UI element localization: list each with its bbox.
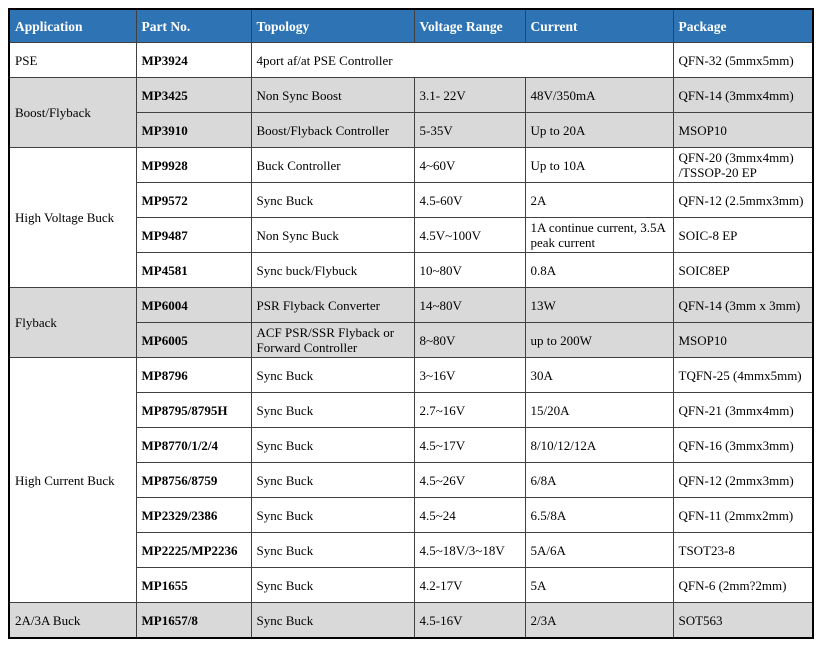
cell-part-no: MP8756/8759 <box>136 463 251 498</box>
cell-package: SOT563 <box>673 603 813 639</box>
table-row <box>9 78 813 113</box>
cell-part-no: MP3425 <box>136 78 251 113</box>
cell-package: SOIC8EP <box>673 253 813 288</box>
table-row <box>9 288 813 323</box>
cell-current: 0.8A <box>525 253 673 288</box>
cell-package: QFN-16 (3mmx3mm) <box>673 428 813 463</box>
cell-package: MSOP10 <box>673 113 813 148</box>
cell-part-no: MP3910 <box>136 113 251 148</box>
cell-topology: Sync Buck <box>251 603 414 639</box>
cell-application: PSE <box>9 43 136 78</box>
cell-application: High Current Buck <box>9 358 136 603</box>
cell-package: MSOP10 <box>673 323 813 358</box>
cell-voltage-range: 3~16V <box>414 358 525 393</box>
cell-package: QFN-12 (2mmx3mm) <box>673 463 813 498</box>
cell-application: 2A/3A Buck <box>9 603 136 639</box>
table-row <box>9 148 813 183</box>
cell-part-no: MP4581 <box>136 253 251 288</box>
cell-package: SOIC-8 EP <box>673 218 813 253</box>
cell-part-no: MP1657/8 <box>136 603 251 639</box>
cell-part-no: MP9928 <box>136 148 251 183</box>
table-header-row <box>9 9 813 43</box>
cell-topology: Non Sync Boost <box>251 78 414 113</box>
header-voltage-range: Voltage Range <box>414 9 525 43</box>
cell-voltage-range: 10~80V <box>414 253 525 288</box>
cell-package: TSOT23-8 <box>673 533 813 568</box>
cell-voltage-range: 8~80V <box>414 323 525 358</box>
cell-package: QFN-20 (3mmx4mm) /TSSOP-20 EP <box>673 148 813 183</box>
cell-topology: PSR Flyback Converter <box>251 288 414 323</box>
cell-voltage-range: 5-35V <box>414 113 525 148</box>
cell-part-no: MP2225/MP2236 <box>136 533 251 568</box>
table-row <box>9 43 813 78</box>
cell-part-no: MP9572 <box>136 183 251 218</box>
cell-topology: Buck Controller <box>251 148 414 183</box>
cell-topology: Non Sync Buck <box>251 218 414 253</box>
cell-topology: Sync Buck <box>251 533 414 568</box>
cell-part-no: MP8795/8795H <box>136 393 251 428</box>
cell-part-no: MP9487 <box>136 218 251 253</box>
cell-topology: Sync Buck <box>251 568 414 603</box>
cell-voltage-range: 4.5-60V <box>414 183 525 218</box>
cell-topology: Sync Buck <box>251 463 414 498</box>
cell-part-no: MP8770/1/2/4 <box>136 428 251 463</box>
cell-voltage-range: 3.1- 22V <box>414 78 525 113</box>
cell-package: QFN-6 (2mm?2mm) <box>673 568 813 603</box>
cell-current: 13W <box>525 288 673 323</box>
cell-topology: Sync Buck <box>251 183 414 218</box>
cell-topology: Sync Buck <box>251 428 414 463</box>
cell-package: QFN-21 (3mmx4mm) <box>673 393 813 428</box>
header-part-no: Part No. <box>136 9 251 43</box>
cell-current: 6/8A <box>525 463 673 498</box>
cell-application: Boost/Flyback <box>9 78 136 148</box>
cell-voltage-range: 4~60V <box>414 148 525 183</box>
cell-voltage-range: 4.5~17V <box>414 428 525 463</box>
cell-topology: Sync Buck <box>251 393 414 428</box>
cell-topology: Boost/Flyback Controller <box>251 113 414 148</box>
cell-current: 5A/6A <box>525 533 673 568</box>
cell-current: 30A <box>525 358 673 393</box>
table-row <box>9 358 813 393</box>
ic-selection-table <box>8 8 814 639</box>
cell-part-no: MP6004 <box>136 288 251 323</box>
cell-package: QFN-11 (2mmx2mm) <box>673 498 813 533</box>
cell-current: 5A <box>525 568 673 603</box>
cell-current: Up to 20A <box>525 113 673 148</box>
cell-topology: 4port af/at PSE Controller <box>251 43 673 78</box>
cell-current: 48V/350mA <box>525 78 673 113</box>
cell-package: QFN-32 (5mmx5mm) <box>673 43 813 78</box>
cell-package: TQFN-25 (4mmx5mm) <box>673 358 813 393</box>
cell-part-no: MP1655 <box>136 568 251 603</box>
cell-topology: ACF PSR/SSR Flyback or Forward Controller <box>251 323 414 358</box>
cell-topology: Sync buck/Flybuck <box>251 253 414 288</box>
cell-voltage-range: 4.5V~100V <box>414 218 525 253</box>
cell-current: 1A continue current, 3.5A peak current <box>525 218 673 253</box>
header-package: Package <box>673 9 813 43</box>
cell-voltage-range: 2.7~16V <box>414 393 525 428</box>
cell-voltage-range: 14~80V <box>414 288 525 323</box>
header-current: Current <box>525 9 673 43</box>
cell-current: Up to 10A <box>525 148 673 183</box>
cell-application: Flyback <box>9 288 136 358</box>
header-topology: Topology <box>251 9 414 43</box>
cell-current: 6.5/8A <box>525 498 673 533</box>
cell-package: QFN-12 (2.5mmx3mm) <box>673 183 813 218</box>
cell-current: 2A <box>525 183 673 218</box>
cell-package: QFN-14 (3mmx4mm) <box>673 78 813 113</box>
cell-part-no: MP8796 <box>136 358 251 393</box>
cell-voltage-range: 4.5~24 <box>414 498 525 533</box>
cell-application: High Voltage Buck <box>9 148 136 288</box>
cell-current: 8/10/12/12A <box>525 428 673 463</box>
table-row <box>9 603 813 639</box>
cell-voltage-range: 4.5-16V <box>414 603 525 639</box>
cell-current: 2/3A <box>525 603 673 639</box>
cell-topology: Sync Buck <box>251 358 414 393</box>
cell-voltage-range: 4.2-17V <box>414 568 525 603</box>
cell-current: 15/20A <box>525 393 673 428</box>
cell-package: QFN-14 (3mm x 3mm) <box>673 288 813 323</box>
cell-part-no: MP3924 <box>136 43 251 78</box>
cell-topology: Sync Buck <box>251 498 414 533</box>
cell-voltage-range: 4.5~18V/3~18V <box>414 533 525 568</box>
header-application: Application <box>9 9 136 43</box>
cell-voltage-range: 4.5~26V <box>414 463 525 498</box>
cell-current: up to 200W <box>525 323 673 358</box>
cell-part-no: MP6005 <box>136 323 251 358</box>
cell-part-no: MP2329/2386 <box>136 498 251 533</box>
